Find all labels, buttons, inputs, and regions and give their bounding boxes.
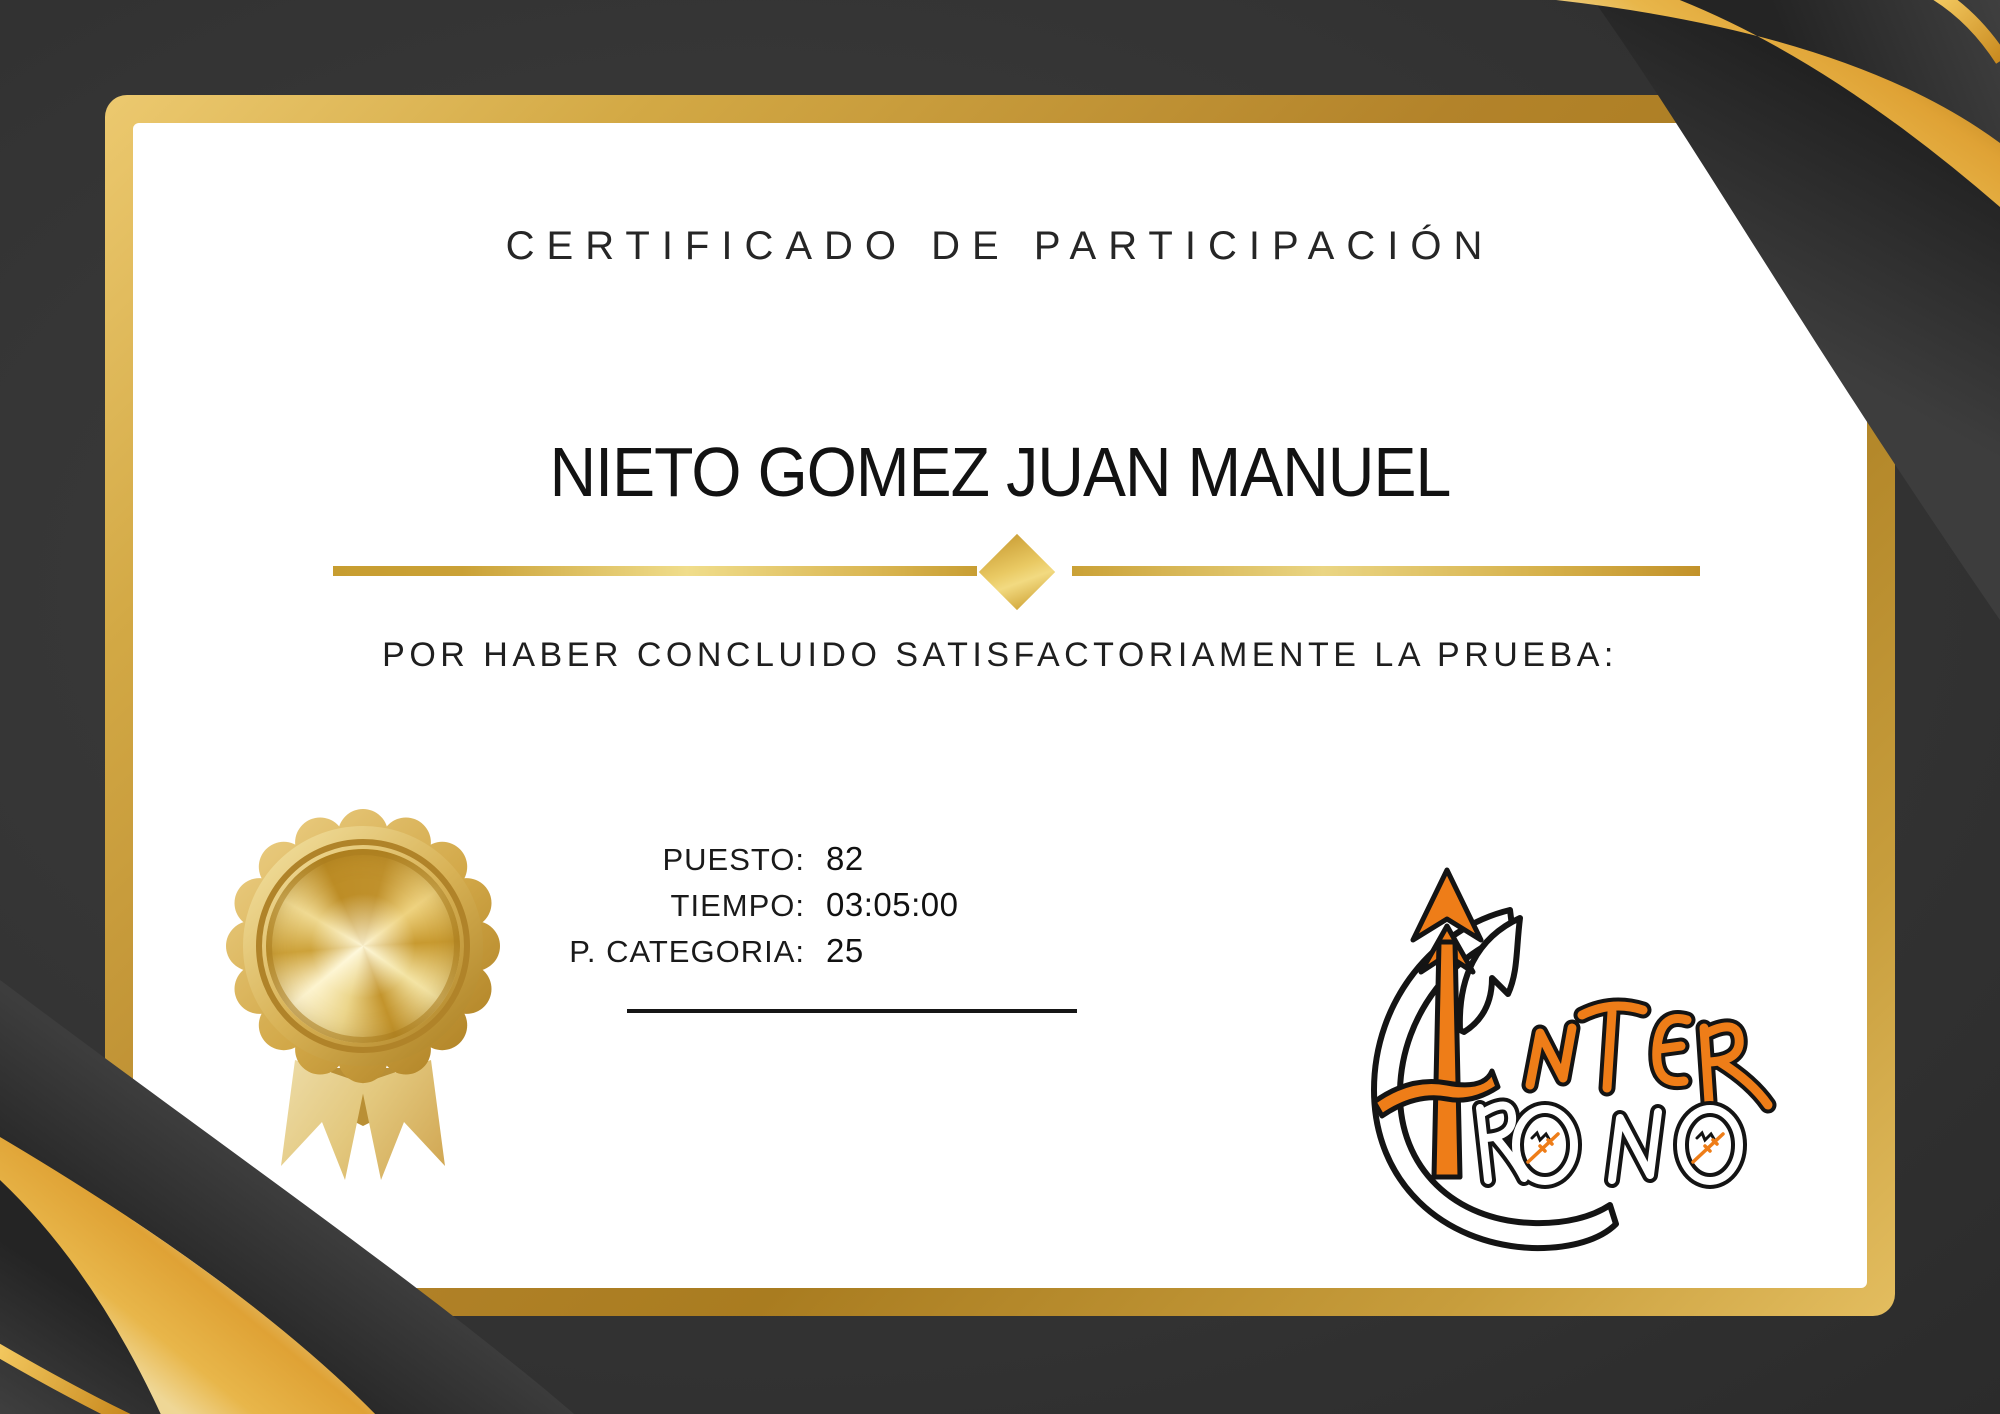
stat-value: 03:05:00 <box>826 886 959 923</box>
recipient-name: NIETO GOMEZ JUAN MANUEL <box>549 433 1451 511</box>
divider-line-left <box>333 566 977 576</box>
intercrono-logo-drawing <box>1360 850 1840 1270</box>
stat-label: P. CATEGORIA: <box>569 934 805 969</box>
stat-value: 82 <box>826 840 864 877</box>
medal-face <box>266 849 460 1043</box>
certificate-subtitle: POR HABER CONCLUIDO SATISFACTORIAMENTE LA PRUEBA: <box>382 636 1618 674</box>
stat-row-tiempo <box>560 886 958 932</box>
result-stats <box>560 840 958 978</box>
signature-line <box>627 1009 1077 1013</box>
divider-line-right <box>1072 566 1700 576</box>
stat-label: TIEMPO: <box>670 888 805 923</box>
stat-label: PUESTO: <box>662 842 805 877</box>
stat-row-categoria <box>560 932 958 978</box>
stat-value: 25 <box>826 932 864 969</box>
stat-row-puesto <box>560 840 958 886</box>
gold-medal-icon <box>195 770 535 1190</box>
certificate-title: CERTIFICADO DE PARTICIPACIÓN <box>505 224 1495 268</box>
intercrono-logo <box>1360 850 1840 1270</box>
